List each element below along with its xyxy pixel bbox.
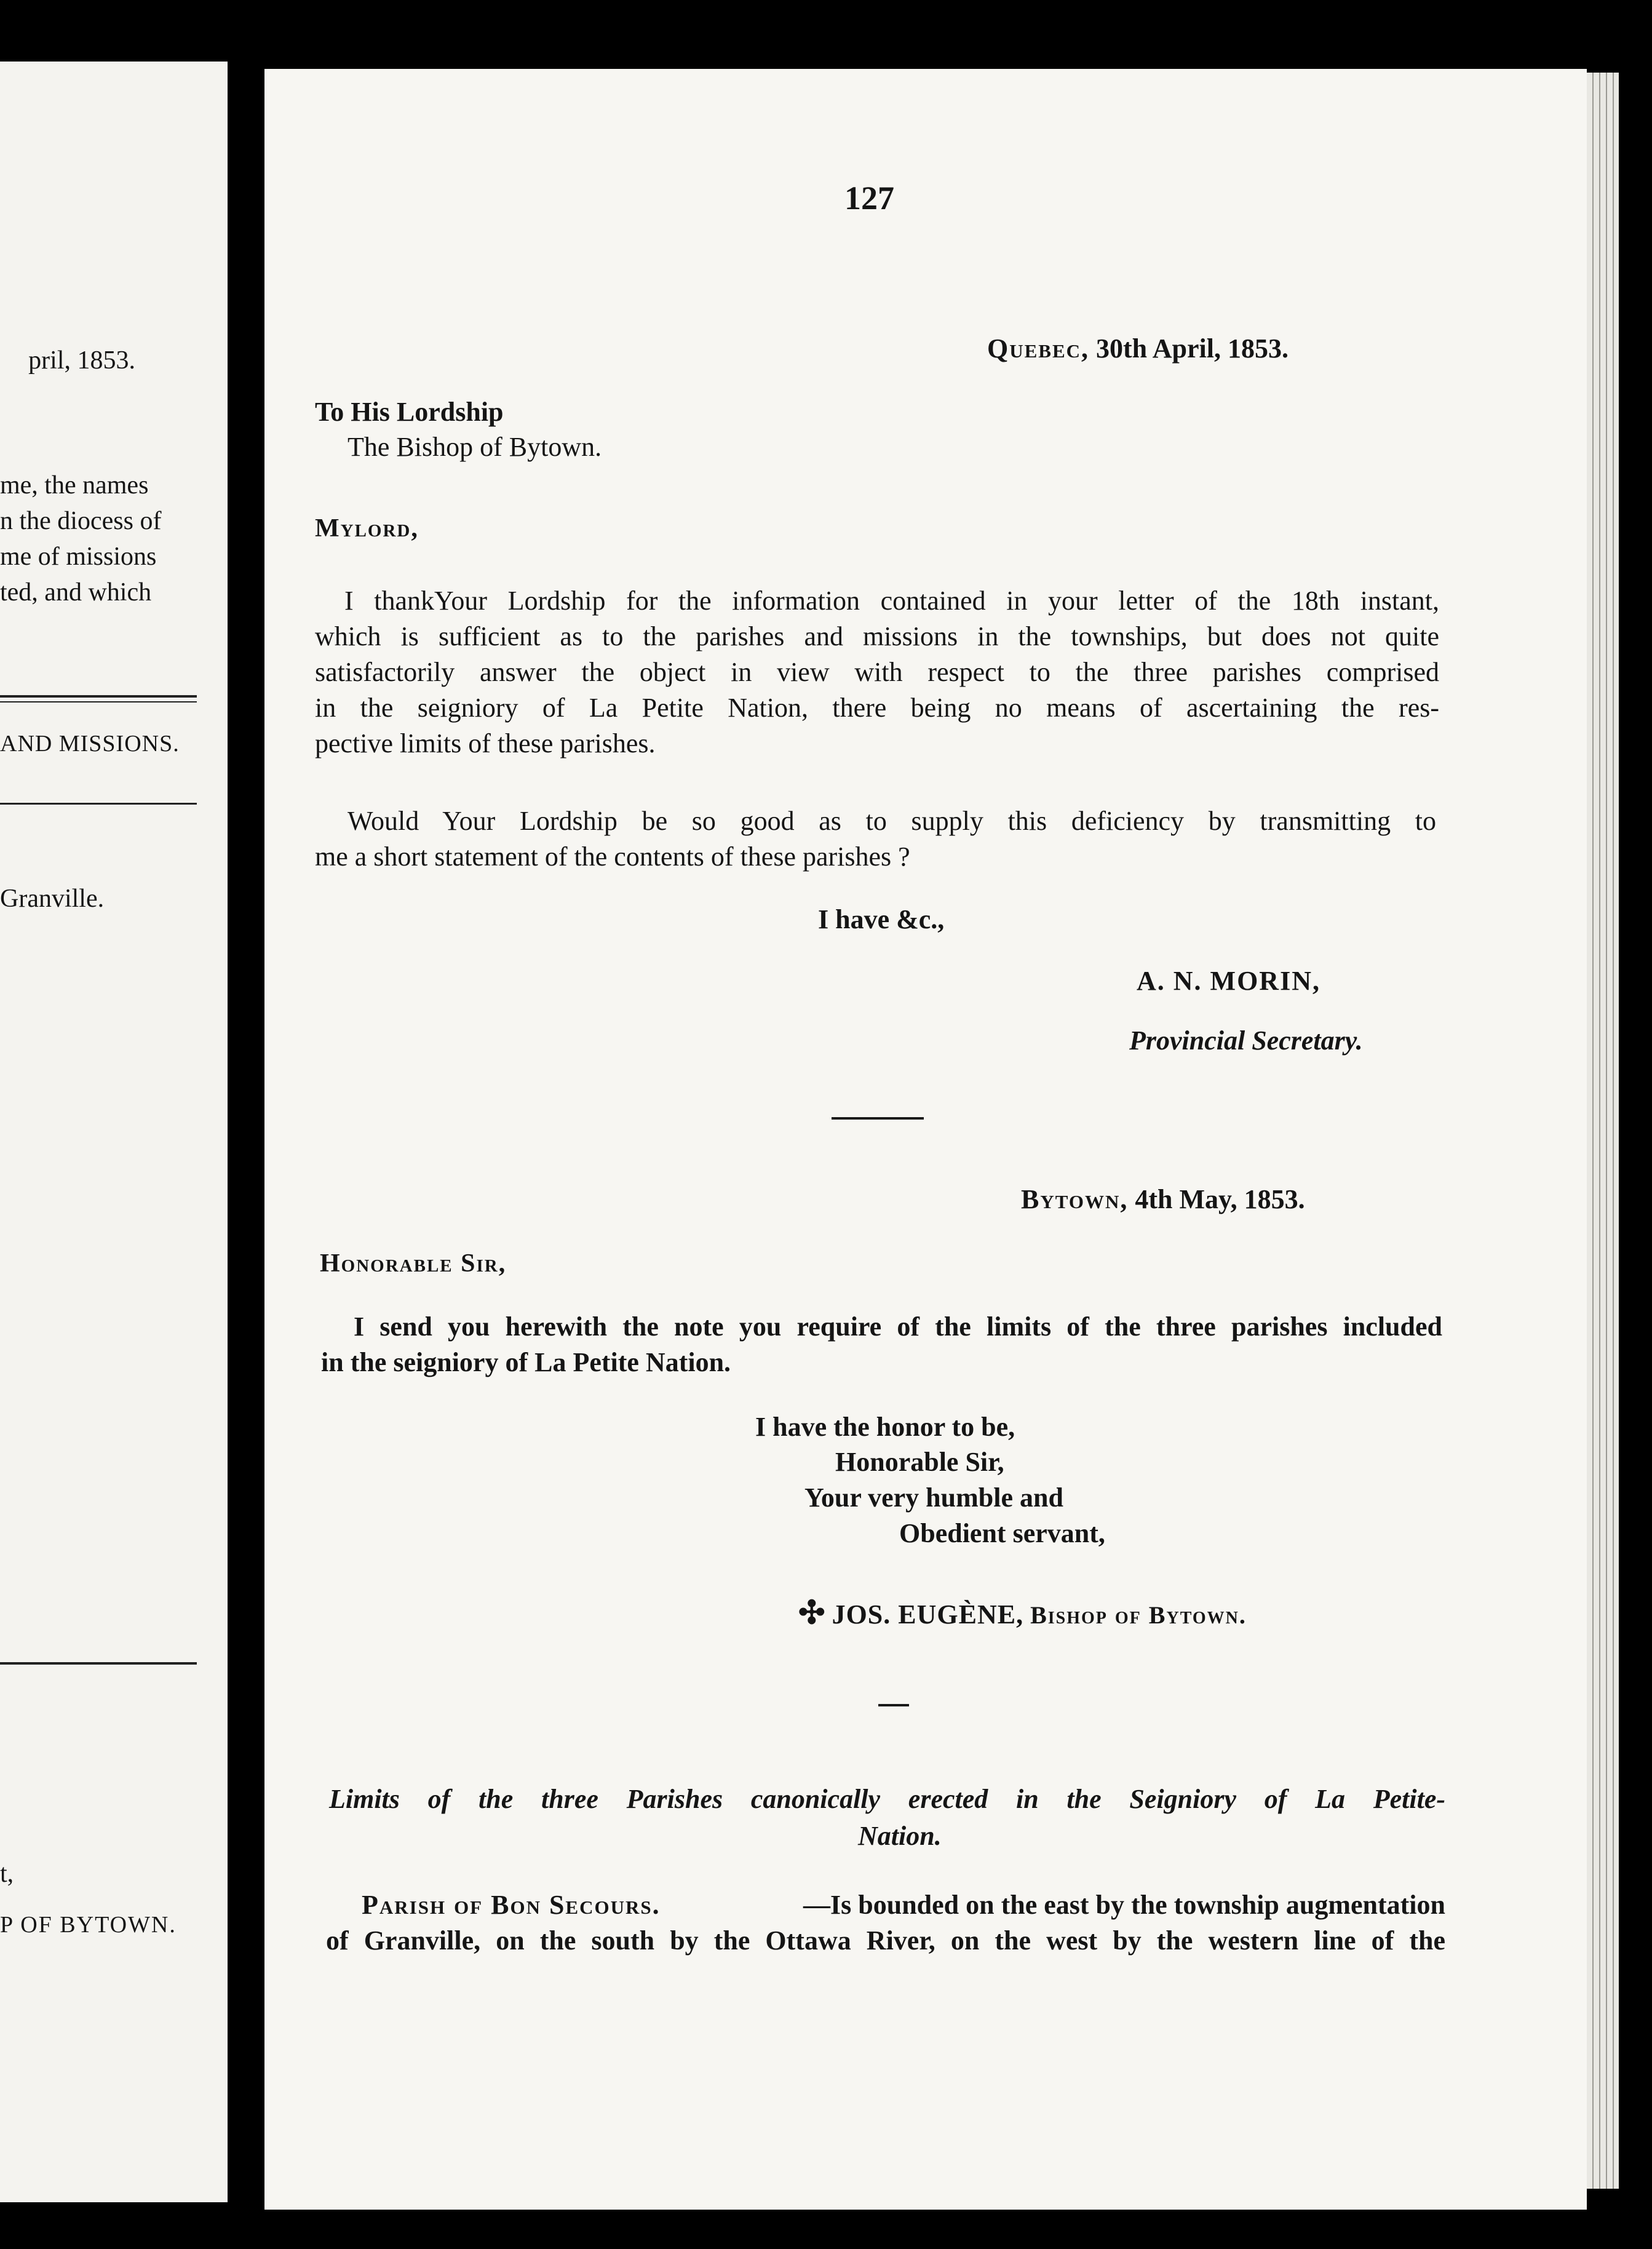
letter2-closing-line: Your very humble and [804,1483,1063,1513]
left-rule [0,803,197,805]
letter2-signer-title: Bishop of Bytown. [1030,1601,1247,1629]
limits-para-line2: of Granville, on the south by the Ottawa River, on the west by the western line of the [326,1925,1445,1956]
left-text-line: n the diocess of [0,507,162,535]
letter1-para1-line: which is sufficient as to the parishes and missions in the townships, but does not quite [315,621,1439,651]
left-date-fragment: pril, 1853. [28,346,135,375]
letter1-signer: A. N. MORIN, [1137,966,1320,996]
limits-para-rest: —Is bounded on the east by the township augmentation [803,1890,1445,1920]
page-number: 127 [844,180,894,217]
left-rule [0,695,197,698]
letter2-dateline [1021,1186,1305,1213]
limits-heading-line1: Limits of the three Parishes canonically erected in the Seigniory of La Petite- [329,1784,1445,1814]
letter1-addressee-line2: The Bishop of Bytown. [347,432,602,462]
letter2-para-line: I send you herewith the note you require of the limits of the three parishes included [354,1312,1442,1342]
letter1-salutation: Mylord, [315,514,419,543]
section-divider [878,1704,909,1706]
left-text-line: ted, and which [0,578,152,607]
letter1-para2-line: Would Your Lordship be so good as to supply this deficiency by transmitting to [347,806,1436,836]
letter1-place: Quebec, [987,333,1090,364]
limits-para-line1 [362,1892,1445,1919]
cross-icon: ✣ [798,1596,825,1631]
letter1-date: 30th April, 1853. [1096,333,1289,364]
letter2-signer: JOS. EUGÈNE, [832,1599,1024,1630]
letter1-dateline [987,335,1289,362]
section-divider [832,1117,924,1120]
letter1-para1-line: in the seigniory of La Petite Nation, there being no means of ascertaining the res- [315,693,1439,723]
left-granville-fragment: Granville. [0,885,105,913]
letter1-addressee-line1: To His Lordship [315,397,504,427]
letter2-closing-line: Obedient servant, [899,1518,1105,1548]
page-edges [1587,73,1619,2189]
letter1-para2-line: me a short statement of the contents of these parishes ? [315,842,910,872]
letter2-salutation: Honorable Sir, [320,1249,507,1278]
document-page [264,69,1587,2210]
parish-name: Parish of Bon Secours. [362,1890,661,1920]
letter2-closing-line: Honorable Sir, [835,1447,1004,1477]
letter2-signature [798,1598,1247,1630]
letter2-para-line: in the seigniory of La Petite Nation. [321,1347,731,1377]
letter2-closing-line: I have the honor to be, [755,1412,1015,1442]
letter2-place: Bytown, [1021,1184,1129,1214]
left-facing-page [0,62,228,2202]
letter2-date: 4th May, 1853. [1135,1184,1305,1214]
letter1-signer-title: Provincial Secretary. [1129,1025,1363,1056]
letter1-para1-line: I thankYour Lordship for the information contained in your letter of the 18th instant, [344,586,1439,616]
limits-heading-line2: Nation. [858,1821,942,1851]
letter1-para1-line: satisfactorily answer the object in view with respect to the three parishes comprised [315,657,1439,687]
left-signature-fragment: P OF BYTOWN. [0,1912,177,1938]
left-text-line: me, the names [0,471,149,500]
left-rule [0,1662,197,1665]
left-text-line: me of missions [0,543,157,571]
left-closing-fragment: t, [0,1860,14,1888]
left-rule [0,701,197,703]
left-heading-fragment: AND MISSIONS. [0,731,180,757]
letter1-closing: I have &c., [818,904,945,934]
letter1-para1-line: pective limits of these parishes. [315,728,656,758]
